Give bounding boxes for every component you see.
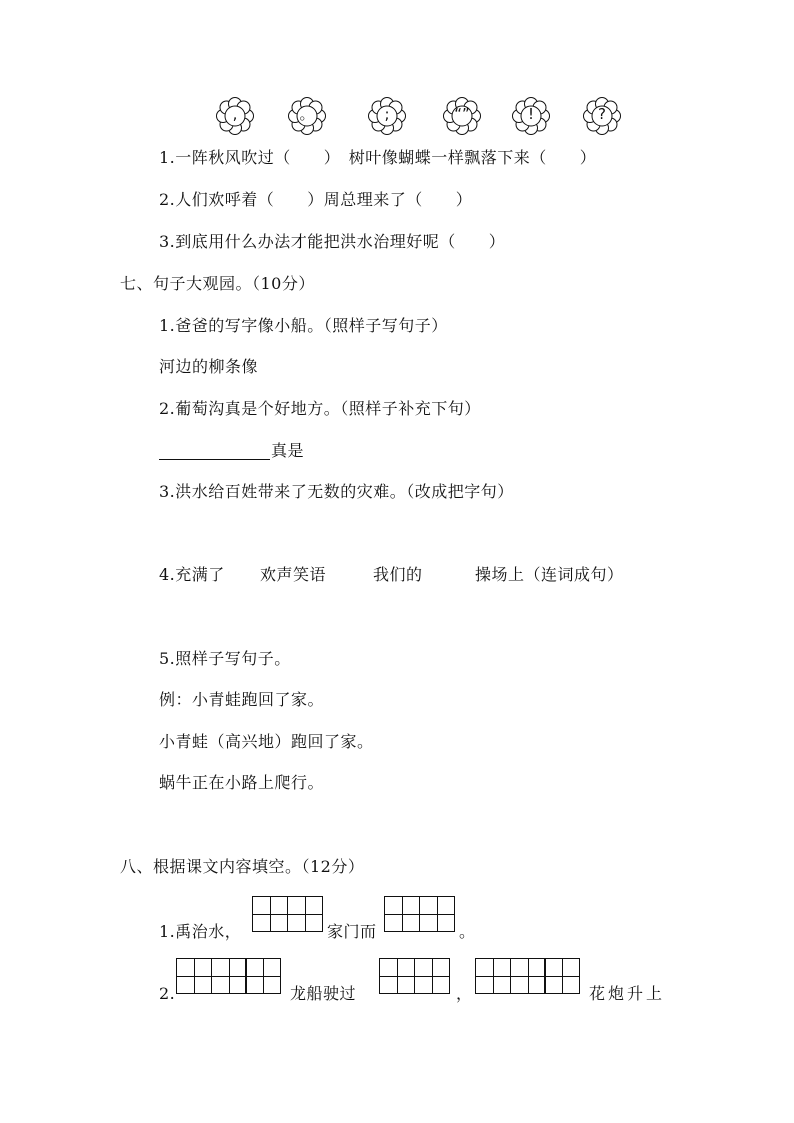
tianzige-grid-5[interactable] [475,958,579,994]
punctuation-question-1: 1.一阵秋风吹过（ ） 树叶像蝴蝶一样飘落下来（ ） [159,148,597,167]
section-7-question-2-prompt: 真是 [271,441,305,460]
word-card-1: 欢声笑语 [260,565,327,584]
section-8-heading: 八、根据课文内容填空。（12分） [120,857,365,876]
flower-punctuation-icon [511,96,551,136]
section-7-question-1-prompt: 河边的柳条像 [159,357,259,376]
punctuation-question-2: 2.人们欢呼着（ ）周总理来了（ ） [159,190,473,209]
grid-cell[interactable] [245,958,281,994]
punctuation-mark: ; [384,105,390,123]
section-7-heading: 七、句子大观园。（10分） [120,274,315,293]
section-8-question-1-start: 1.禹治水， [159,922,242,941]
punctuation-mark: “” [454,105,470,123]
tianzige-grid-4[interactable] [379,958,448,994]
punctuation-mark: ? [598,105,606,123]
punctuation-mark: ! [527,105,534,123]
section-7-example: 例：小青蛙跑回了家。 [159,690,325,709]
section-8-question-2-start: 2. [159,984,176,1003]
tianzige-grid-1[interactable] [252,896,321,932]
flower-punctuation-icon [287,96,327,136]
grid-cell[interactable] [287,896,323,932]
word-card-3: 操场上（连词成句） [475,565,624,584]
grid-cell[interactable] [475,958,511,994]
grid-cell[interactable] [419,896,455,932]
section-8-question-2-comma: ， [456,984,473,1003]
section-8-question-2-middle: 龙船驶过 [290,984,357,1003]
grid-cell[interactable] [510,958,546,994]
section-8-question-1-end: 。 [459,922,476,941]
word-card-2: 我们的 [373,565,423,584]
section-7-task-sentence: 蜗牛正在小路上爬行。 [159,773,325,792]
section-7-question-2: 2.葡萄沟真是个好地方。（照样子补充下句） [159,399,481,418]
section-8-question-1-middle: 家门而 [327,922,377,941]
grid-cell[interactable] [379,958,415,994]
section-7-model-sentence: 小青蛙（高兴地）跑回了家。 [159,732,374,751]
grid-cell[interactable] [176,958,212,994]
section-7-question-4-label: 4.充满了 [159,565,225,584]
tianzige-grid-2[interactable] [384,896,453,932]
punctuation-mark: , [232,105,238,123]
grid-cell[interactable] [544,958,580,994]
grid-cell[interactable] [252,896,288,932]
grid-cell[interactable] [211,958,247,994]
flower-punctuation-icon [582,96,622,136]
grid-cell[interactable] [384,896,420,932]
section-7-question-5: 5.照样子写句子。 [159,649,291,668]
flower-punctuation-icon [367,96,407,136]
tianzige-grid-3[interactable] [176,958,280,994]
section-7-question-3: 3.洪水给百姓带来了无数的灾难。（改成把字句） [159,482,514,501]
punctuation-mark: 。 [299,105,315,123]
answer-blank[interactable] [159,459,270,460]
grid-cell[interactable] [414,958,450,994]
punctuation-question-3: 3.到底用什么办法才能把洪水治理好呢（ ） [159,232,506,251]
flower-punctuation-icon [442,96,482,136]
section-8-question-2-end: 花炮升上 [589,984,666,1003]
section-7-question-1: 1.爸爸的写字像小船。（照样子写句子） [159,316,448,335]
flower-punctuation-icon [215,96,255,136]
